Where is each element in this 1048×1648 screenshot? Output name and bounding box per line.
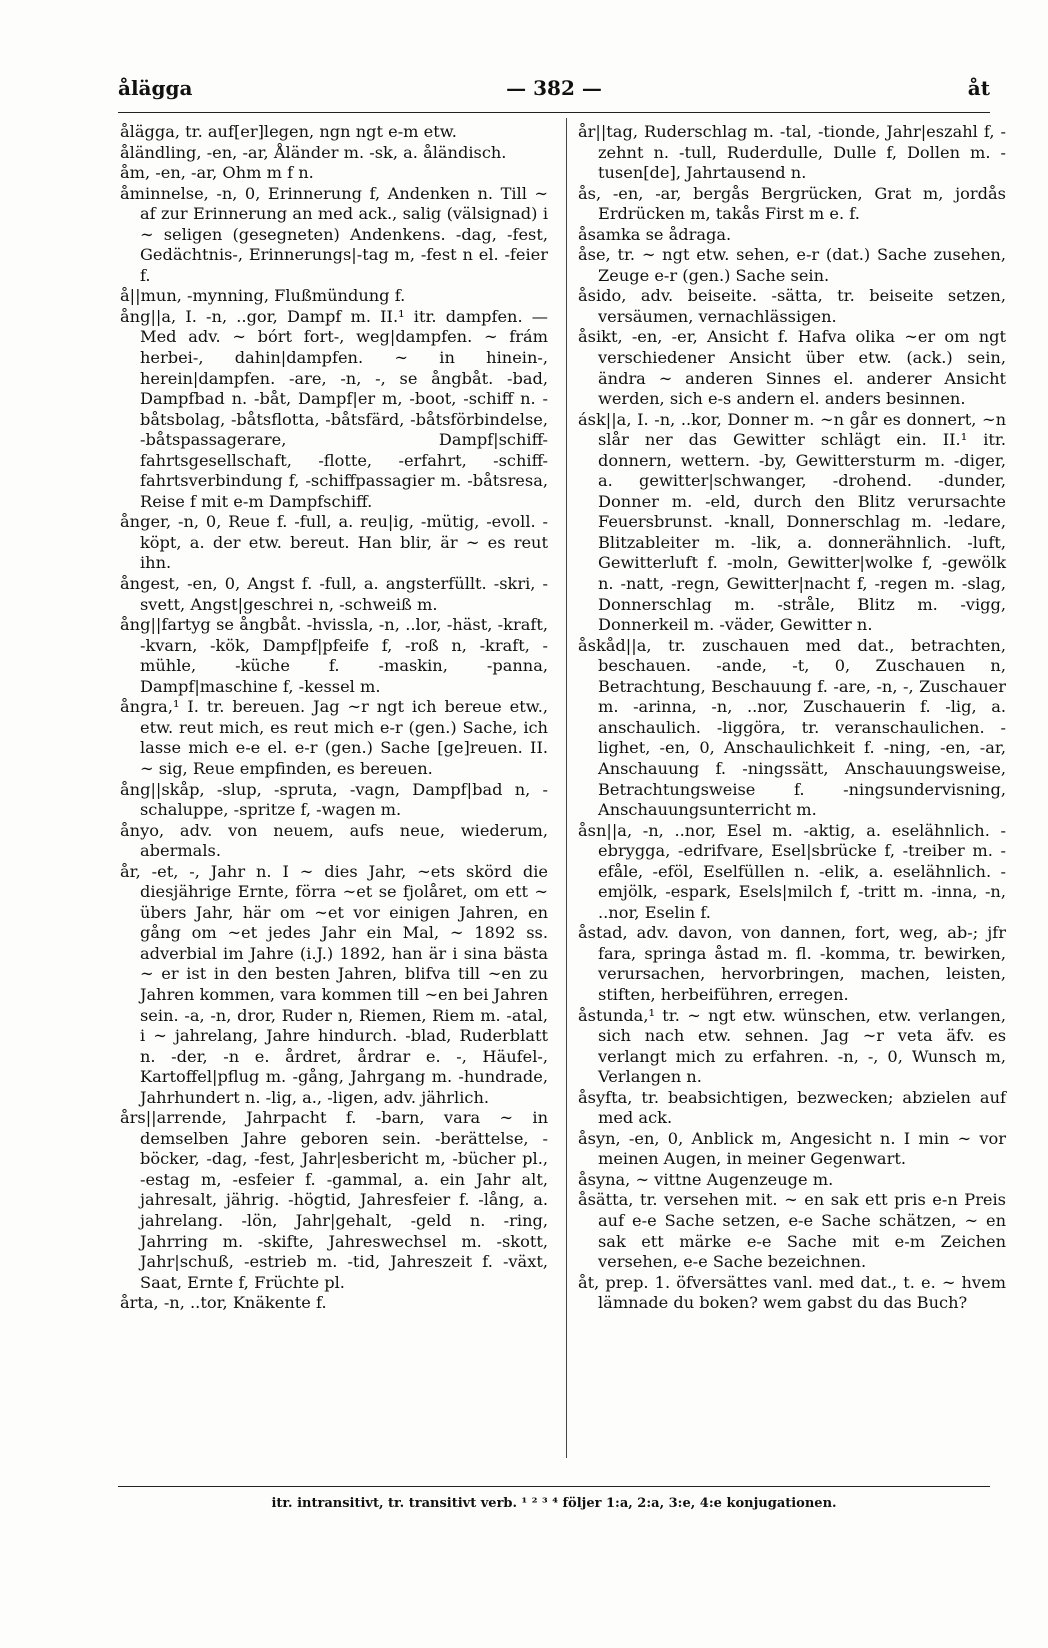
dictionary-entry: åsyna, ∼ vittne Augenzeuge m. [578,1169,834,1189]
header-left-word: ålägga [118,76,193,100]
header-rule [118,112,990,113]
dictionary-entry: åsido, adv. beiseite. -sätta, tr. beiseite setzen, versäumen, vernachlässigen. [578,286,1006,326]
dictionary-entry: åstad, adv. davon, von dannen, fort, weg, ab-; jfr fara, springa åstad m. fl. -komma, tr. bewirken, verursachen, hervorbringen, machen, leisten, stiften, herbeiführen, erregen. [578,923,1006,1004]
dictionary-entry: ång||fartyg se ångbåt. -hvissla, -n, ..lor, -häst, -kraft, -kvarn, -kök, Dampf|pfeife f, -roß n, -kraft, -mühle, -küche f. -maskin, -panna, Dampf|maschine f, -kessel m. [120,615,548,696]
dictionary-entry: ång||a, I. -n, ..gor, Dampf m. II.¹ itr. dampfen. — Med adv. ∼ bórt fort-, weg|dampfen. ∼ frám herbei-, dahin|dampfen. ∼ in hinein-, herein|dampfen. -are, -n, -, se ångbåt. -bad, Dampfbad n. -båt, Dampf|er m, -boot, -schiff n. -båtsbolag, -båtsflotta, -båtsfärd, -båtsförbindelse, -båtspassagerare, Dampf|schiff-fahrtsgesellschaft, -flotte, -erfahrt, -schiff-fahrtsverbindung f, -schiffpassagier m. -båtsresa, Reise f mit e-m Dampfschiff. [120,306,548,511]
dictionary-entry: ås, -en, -ar, bergås Bergrücken, Grat m, jordås Erdrücken m, takås First m e. f. [578,183,1006,224]
dictionary-entry: åstunda,¹ tr. ∼ ngt etw. wünschen, etw. verlangen, sich nach etw. sehnen. Jag ∼r veta äfv. es verlangt mich zu erfahren. -n, -, 0, Wunsch m, Verlangen n. [578,1005,1006,1087]
dictionary-entry: å||mun, -mynning, Flußmündung f. [120,286,406,306]
dictionary-entry: åsamka se ådraga. [578,224,732,244]
page-footer: itr. intransitivt, tr. transitivt verb. ¹ ² ³ ⁴ följer 1:a, 2:a, 3:e, 4:e konjugationen. [271,1496,837,1511]
dictionary-entry: årta, -n, ..tor, Knäkente f. [120,1293,327,1313]
dictionary-entry: åsyfta, tr. beabsichtigen, bezwecken; abzielen auf med ack. [578,1087,1006,1128]
dictionary-entry: åt, prep. 1. öfversättes vanl. med dat., t. e. ∼ hvem lämnade du boken? wem gabst du das Buch? [578,1272,1006,1313]
header-right-word: åt [967,76,990,100]
dictionary-entry: års||arrende, Jahrpacht f. -barn, vara ∼ in demselben Jahre geboren sein. -berättelse, -böcker, -dag, -fest, Jahr|esbericht m, -bücher pl., -estag m, -esfeier f. -gammal, a. ein Jahr alt, jahresalt, jährig. -högtid, Jahresfeier f. -lång, a. jahrelang. -lön, Jahr|gehalt, -geld n. -ring, Jahrring m. -skifte, Jahreswechsel m. -skott, Jahr|schuß, -estrieb m. -tid, Jahreszeit f. -växt, Saat, Ernte f, Früchte pl. [120,1108,548,1292]
dictionary-entry: åländling, -en, -ar, Åländer m. -sk, a. åländisch. [120,142,507,162]
column-divider [566,118,567,1458]
left-column [120,122,548,1314]
dictionary-entry: åsyn, -en, 0, Anblick m, Angesicht n. I min ∼ vor meinen Augen, in meiner Gegenwart. [578,1128,1006,1169]
dictionary-entry: åskåd||a, tr. zuschauen med dat., betrachten, beschauen. -ande, -t, 0, Zuschauen n, Betrachtung, Beschauung f. -are, -n, -, Zuschauer m. -arinna, -n, ..nor, Zuschauerin f. -lig, a. anschaulich. -liggöra, tr. veranschaulichen. -lighet, -en, 0, Anschaulichkeit f. -ning, -en, -ar, Anschauung f. -ningssätt, Anschauungsweise, Betrachtungsweise f. -ningsundervisning, Anschauungsunterricht m. [578,635,1006,820]
dictionary-entry: åminnelse, -n, 0, Erinnerung f, Andenken n. Till ∼ af zur Erinnerung an med ack., salig (välsignad) i ∼ seligen (gesegneten) Andenkens. -dag, -fest, Gedächtnis-, Erinnerungs|-tag m, -fest n el. -feier f. [120,183,548,285]
dictionary-entry: åse, tr. ∼ ngt etw. sehen, e-r (dat.) Sache zusehen, Zeuge e-r (gen.) Sache sein. [578,245,1006,285]
dictionary-entry: år||tag, Ruderschlag m. -tal, -tionde, Jahr|eszahl f, -zehnt n. -tull, Ruderdulle, Dulle f, Dollen m. -tusen[de], Jahrtausend n. [578,122,1006,183]
dictionary-entry: år, -et, -, Jahr n. I ∼ dies Jahr, ∼ets skörd die diesjährige Ernte, förra ∼et se fjolåret, om ett ∼ übers Jahr, här om ∼et vor einigen Jahren, en gång om ∼et jedes Jahr ein Mal, ∼ 1892 ss. adverbial im Jahre (i.J.) 1892, han är i sina bästa ∼ er ist in den besten Jahren, blifva till ∼en zu Jahren kommen, vara kommen till ∼en bei Jahren sein. -a, -n, dror, Ruder n, Riemen, Riem m. -atal, i ∼ jahrelang, Jahre hindurch. -blad, Ruderblatt n. -der, -n e. årdret, årdrar e. -, Häufel-, Kartoffel|pflug m. -gång, Jahrgang m. -hundrade, Jahrhundert n. -lig, a., -ligen, adv. jährlich. [120,861,548,1107]
footer-rule [118,1486,990,1487]
dictionary-entry: åm, -en, -ar, Ohm m f n. [120,163,314,183]
dictionary-entry: åsikt, -en, -er, Ansicht f. Hafva olika ∼er om ngt verschiedener Ansicht über etw. (ack.) sein, ändra ∼ anderen Sinnes el. anderer Ansicht werden, sich e-s andern el. anders besinnen. [578,327,1006,409]
dictionary-entry: ångest, -en, 0, Angst f. -full, a. angsterfüllt. -skri, -svett, Angst|geschrei n, -schweiß m. [120,574,548,614]
dictionary-entry: åsätta, tr. versehen mit. ∼ en sak ett pris e-n Preis auf e-e Sache setzen, e-e Sache schätzen, ∼ en sak ett märke e-e Sache mit e-m Zeichen versehen, e-e Sache bezeichnen. [578,1190,1006,1272]
page-header [118,76,990,106]
right-column [578,122,1006,1314]
dictionary-entry: ånger, -n, 0, Reue f. -full, a. reu|ig, -mütig, -evoll. -köpt, a. der etw. bereut. Han blir, är ∼ es reut ihn. [120,512,548,573]
dictionary-entry: åsn||a, -n, ..nor, Esel m. -aktig, a. eselähnlich. -ebrygga, -edrifvare, Esel|sbrücke f, -treiber m. -efåle, -eföl, Eselfüllen n. -elik, a. eselähnlich. -emjölk, -espark, Esels|milch f, -tritt m. -inna, -n, ..nor, Eselin f. [578,820,1006,922]
dictionary-entry: ásk||a, I. -n, ..kor, Donner m. ∼n går es donnert, ∼n slår ner das Gewitter schlägt ein. II.¹ itr. donnern, wettern. -by, Gewittersturm m. -diger, a. gewitter|schwanger, -drohend. -dunder, Donner m. -eld, durch den Blitz verursachte Feuersbrunst. -knall, Donnerschlag m. -ledare, Blitzableiter m. -lik, a. donnerähnlich. -luft, Gewitterluft f. -moln, Gewitter|wolke f, -gewölk n. -natt, -regn, Gewitter|nacht f, -regen m. -slag, Donnerschlag m. -stråle, Blitz m. -vigg, Donnerkeil m. -väder, Gewitter n. [578,409,1006,635]
dictionary-entry: ång||skåp, -slup, -spruta, -vagn, Dampf|bad n, -schaluppe, -spritze f, -wagen m. [120,779,548,820]
dictionary-entry: ångra,¹ I. tr. bereuen. Jag ∼r ngt ich bereue etw., etw. reut mich, es reut mich e-r (gen.) Sache, ich lasse mich e-e el. e-r (gen.) Sache [ge]reuen. II. ∼ sig, Reue empfinden, es bereuen. [120,697,548,778]
page-number: — 382 — [506,76,602,100]
dictionary-entry: ålägga, tr. auf[er]legen, ngn ngt e-m etw. [120,122,457,141]
dictionary-entry: ånyo, adv. von neuem, aufs neue, wiederum, abermals. [120,820,548,861]
